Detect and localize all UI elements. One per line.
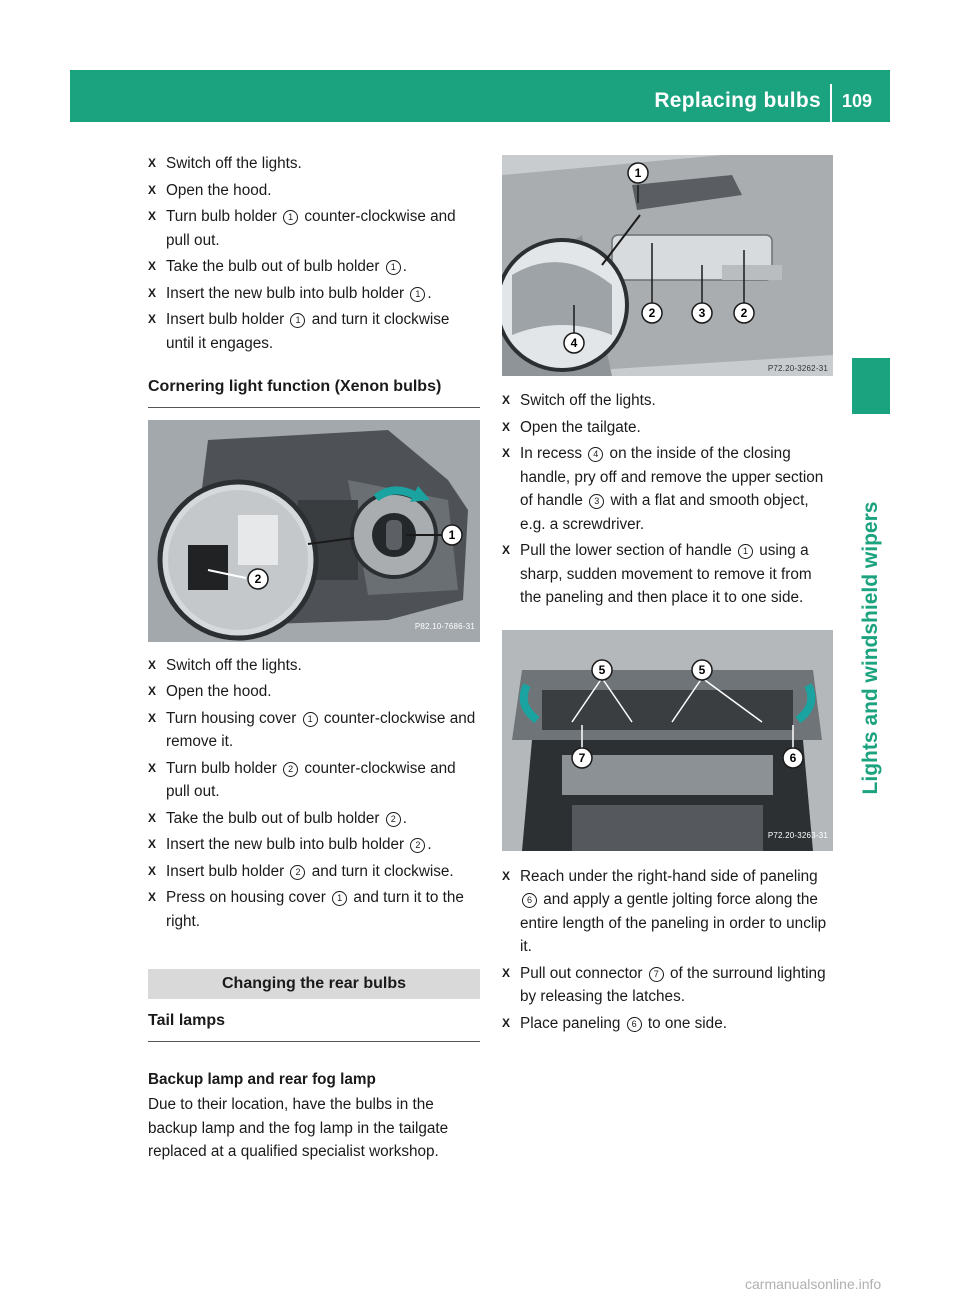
step-arrow-icon: X — [502, 419, 511, 434]
figure-tailgate-handle — [502, 155, 833, 376]
step-text: counter-clockwise and remove it. — [166, 709, 476, 750]
callout-number: 1 — [283, 210, 298, 225]
instruction-step — [148, 833, 480, 857]
figure-code: P72.20-3263-31 — [767, 831, 828, 840]
step-arrow-icon: X — [148, 156, 157, 170]
callout-6: 6 — [789, 750, 797, 765]
step-arrow-icon: X — [502, 1015, 511, 1030]
step-arrow-icon: X — [148, 684, 157, 698]
step-text: Pull out connector — [520, 964, 647, 982]
callout-2: 2 — [254, 571, 262, 586]
step-text: Open the hood. — [166, 683, 272, 700]
step-arrow-icon: X — [502, 446, 511, 460]
header-bar — [70, 70, 890, 122]
step-arrow-icon: X — [148, 837, 157, 851]
step-text: Reach under the right-hand side of paneling — [520, 867, 818, 885]
instruction-step — [148, 654, 480, 678]
section-title: Changing the rear bulbs — [148, 969, 480, 999]
left-column — [148, 152, 480, 1164]
callout-number: 2 — [386, 812, 401, 827]
figure-cornering-light — [148, 420, 480, 642]
callout-number: 1 — [290, 313, 305, 328]
instruction-step — [148, 807, 480, 831]
tailgate-paneling-illustration — [502, 630, 833, 851]
step-text: and turn it clockwise. — [307, 862, 454, 880]
step-text: Switch off the lights. — [520, 392, 656, 409]
step-text: of the surround lighting by releasing the latches. — [520, 964, 826, 1005]
instruction-step — [148, 860, 480, 884]
callout-number: 3 — [589, 494, 604, 509]
step-arrow-icon: X — [148, 710, 157, 725]
step-arrow-icon: X — [502, 965, 511, 980]
step-text: Switch off the lights. — [166, 656, 302, 674]
step-list — [148, 654, 480, 934]
figure-code: P72.20-3262-31 — [767, 364, 828, 373]
instruction-step — [502, 539, 833, 610]
section-tab-label: Lights and windshield wipers — [859, 501, 882, 795]
callout-number: 6 — [627, 1017, 642, 1032]
step-text: and turn it to the right. — [166, 889, 464, 930]
step-arrow-icon: X — [148, 312, 157, 326]
tailgate-handle-illustration — [502, 155, 833, 376]
step-text: Insert bulb holder — [166, 862, 289, 880]
paragraph-backup-lamp: Due to their location, have the bulbs in the backup lamp and the fog lamp in the tailgate replaced at a qualified specialist workshop. — [148, 1096, 449, 1160]
callout-number: 2 — [283, 762, 298, 777]
step-text: and turn it clockwise until it engages. — [166, 311, 450, 352]
step-text: Insert bulb holder — [166, 311, 289, 328]
step-text: Turn bulb holder — [166, 759, 282, 777]
step-arrow-icon: X — [148, 890, 157, 904]
callout-number: 1 — [410, 287, 425, 302]
section-tab — [852, 358, 890, 414]
callout-1: 1 — [448, 527, 456, 542]
step-arrow-icon: X — [148, 209, 157, 223]
step-arrow-icon: X — [502, 393, 511, 407]
instruction-step — [148, 205, 480, 252]
step-text: . — [427, 836, 432, 853]
right-column — [502, 389, 833, 1038]
step-text: using a sharp, sudden movement to remove it from the paneling and then place it to one side. — [520, 542, 812, 606]
callout-number: 1 — [332, 891, 347, 906]
instruction-step — [502, 962, 833, 1009]
step-text: and apply a gentle jolting force along the entire length of the paneling in order to unclip it. — [520, 891, 827, 955]
instruction-step — [502, 416, 833, 440]
callout-number: 4 — [588, 447, 603, 462]
step-arrow-icon: X — [148, 760, 157, 775]
step-arrow-icon: X — [502, 868, 511, 883]
step-arrow-icon: X — [148, 863, 157, 878]
step-arrow-icon: X — [148, 810, 157, 825]
instruction-step — [148, 308, 480, 355]
step-text: . — [427, 284, 432, 302]
instruction-step — [148, 886, 480, 933]
page-title: Replacing bulbs — [654, 89, 821, 112]
step-text: with a flat and smooth object, e.g. a screwdriver. — [520, 492, 809, 533]
callout-2b: 2 — [740, 306, 748, 320]
instruction-step — [502, 1012, 833, 1036]
callout-4: 4 — [570, 336, 578, 350]
step-text: Pull the lower section of handle — [520, 542, 736, 559]
step-arrow-icon: X — [148, 657, 157, 672]
step-text: In recess — [520, 445, 587, 462]
instruction-step — [502, 442, 833, 536]
instruction-step — [148, 255, 480, 279]
step-text: . — [402, 809, 407, 827]
callout-number: 2 — [290, 865, 305, 880]
step-text: Switch off the lights. — [166, 155, 302, 172]
step-text: counter-clockwise and pull out. — [166, 759, 456, 800]
watermark: carmanualsonline.info — [745, 1276, 882, 1292]
callout-2: 2 — [648, 306, 656, 320]
step-text: Place paneling — [520, 1014, 625, 1032]
callout-number: 2 — [410, 838, 425, 853]
step-text: counter-clockwise and pull out. — [166, 208, 456, 249]
callout-number: 6 — [522, 893, 537, 908]
callout-5b: 5 — [698, 662, 706, 677]
cornering-light-illustration — [148, 420, 480, 642]
subheading-cornering-light: Cornering light function (Xenon bulbs) — [148, 375, 480, 408]
instruction-step — [148, 282, 480, 306]
callout-number: 7 — [649, 967, 664, 982]
step-text: Press on housing cover — [166, 889, 331, 906]
instruction-step — [148, 757, 480, 804]
step-arrow-icon: X — [148, 259, 157, 273]
instruction-step — [148, 152, 480, 176]
instruction-step — [148, 707, 480, 754]
step-list — [502, 389, 833, 610]
callout-number: 1 — [303, 712, 318, 727]
step-text: . — [402, 258, 407, 275]
step-text: Insert the new bulb into bulb holder — [166, 836, 409, 853]
step-text: Open the tailgate. — [520, 418, 641, 436]
step-text: on the inside of the closing handle, pry off and remove the upper section of handle — [520, 445, 824, 509]
header-divider — [830, 84, 832, 122]
step-list — [148, 152, 480, 355]
instruction-step — [502, 389, 833, 413]
instruction-step — [148, 680, 480, 704]
step-text: Turn bulb holder — [166, 208, 282, 225]
step-text: Turn housing cover — [166, 709, 301, 727]
figure-code: P82.10-7686-31 — [414, 622, 475, 631]
callout-7: 7 — [578, 750, 586, 765]
step-arrow-icon: X — [148, 285, 157, 300]
page-number: 109 — [842, 91, 873, 111]
step-text: Take the bulb out of bulb holder — [166, 809, 384, 827]
instruction-step — [148, 179, 480, 203]
step-arrow-icon: X — [148, 182, 157, 197]
callout-number: 1 — [738, 544, 753, 559]
step-text: Open the hood. — [166, 181, 272, 199]
subsubheading-backup-lamp: Backup lamp and rear fog lamp — [148, 1070, 376, 1088]
subheading-tail-lamps: Tail lamps — [148, 1009, 480, 1042]
step-text: Insert the new bulb into bulb holder — [166, 284, 409, 302]
instruction-step — [502, 865, 833, 959]
callout-5a: 5 — [598, 662, 606, 677]
step-text: Take the bulb out of bulb holder — [166, 258, 384, 275]
step-arrow-icon: X — [502, 543, 511, 557]
callout-3: 3 — [698, 306, 706, 320]
figure-tailgate-paneling — [502, 630, 833, 851]
callout-1: 1 — [634, 166, 642, 180]
step-text: to one side. — [643, 1014, 727, 1032]
callout-number: 1 — [386, 260, 401, 275]
step-list — [502, 865, 833, 1036]
